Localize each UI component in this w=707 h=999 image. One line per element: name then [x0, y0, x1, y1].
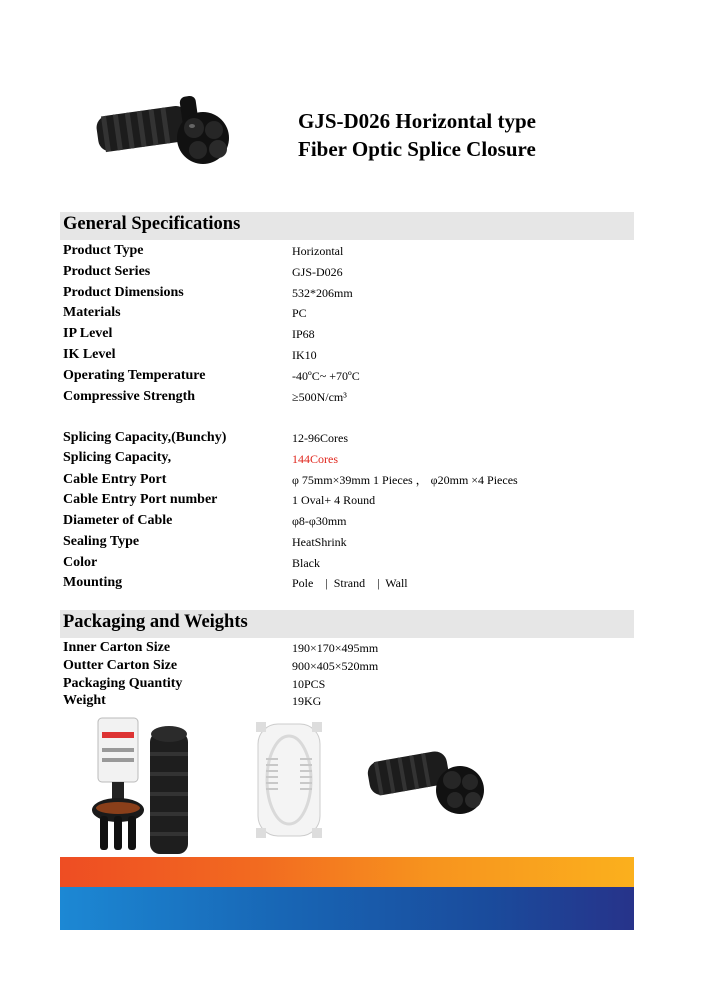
pack-label: Weight — [63, 693, 106, 708]
spec-value: 532*206mm — [292, 286, 353, 300]
title-line-2: Fiber Optic Splice Closure — [298, 137, 536, 161]
footer-blue-band — [60, 887, 634, 930]
spec-label: Operating Temperature — [63, 368, 206, 383]
packaging-weights-header — [60, 610, 634, 638]
section-heading: General Specifications — [63, 214, 241, 234]
spec-value: Black — [292, 556, 320, 570]
spec-label: Sealing Type — [63, 534, 140, 549]
spec-label: Product Dimensions — [63, 285, 184, 300]
spec-label: IK Level — [63, 347, 116, 362]
section-heading: Packaging and Weights — [63, 612, 248, 632]
spec-label: Product Type — [63, 243, 144, 258]
pack-value: 900×405×520mm — [292, 659, 379, 673]
spec-value: Pole | Strand | Wall — [292, 576, 408, 590]
footer-orange-band — [60, 857, 634, 887]
spec-value: φ8-φ30mm — [292, 514, 347, 528]
spec-label: Diameter of Cable — [63, 513, 173, 528]
pack-value: 19KG — [292, 694, 322, 708]
spec-value: ≥500N/cm³ — [292, 390, 347, 404]
spec-value: PC — [292, 306, 307, 320]
spec-label: Cable Entry Port — [63, 472, 167, 487]
spec-label: Cable Entry Port number — [63, 492, 218, 507]
spec-value: Horizontal — [292, 244, 344, 258]
spec-label: IP Level — [63, 326, 113, 341]
spec-value: IK10 — [292, 348, 317, 362]
spec-label: Splicing Capacity, — [63, 450, 172, 465]
closure-open-and-closed-photo — [84, 712, 194, 854]
pack-value: 10PCS — [292, 677, 326, 691]
spec-value: 12-96Cores — [292, 431, 348, 445]
pack-label: Outter Carton Size — [63, 658, 178, 673]
spec-label: Product Series — [63, 264, 151, 279]
product-hero-image — [88, 86, 238, 182]
pack-label: Inner Carton Size — [63, 640, 171, 655]
title-line-1: GJS-D026 Horizontal type — [298, 109, 536, 133]
spec-label: Mounting — [63, 575, 123, 590]
spec-value: IP68 — [292, 327, 315, 341]
spec-value: HeatShrink — [292, 535, 347, 549]
spec-label: Color — [63, 555, 98, 570]
general-specifications-header — [60, 212, 634, 240]
pack-value: 190×170×495mm — [292, 641, 379, 655]
pack-label: Packaging Quantity — [63, 676, 183, 691]
spec-label: Splicing Capacity,(Bunchy) — [63, 430, 227, 445]
spec-value-highlight: 144Cores — [292, 452, 338, 466]
closure-horizontal-photo — [362, 736, 492, 828]
page-title — [298, 107, 536, 163]
spec-value: 1 Oval+ 4 Round — [292, 493, 376, 507]
spec-label: Materials — [63, 305, 121, 320]
spec-value: φ 75mm×39mm 1 Pieces ， φ20mm ×4 Pieces — [292, 473, 518, 487]
splice-tray-photo — [252, 718, 326, 842]
spec-value: -40ºC~ +70ºC — [292, 369, 360, 383]
spec-label: Compressive Strength — [63, 389, 196, 404]
spec-value: GJS-D026 — [292, 265, 343, 279]
